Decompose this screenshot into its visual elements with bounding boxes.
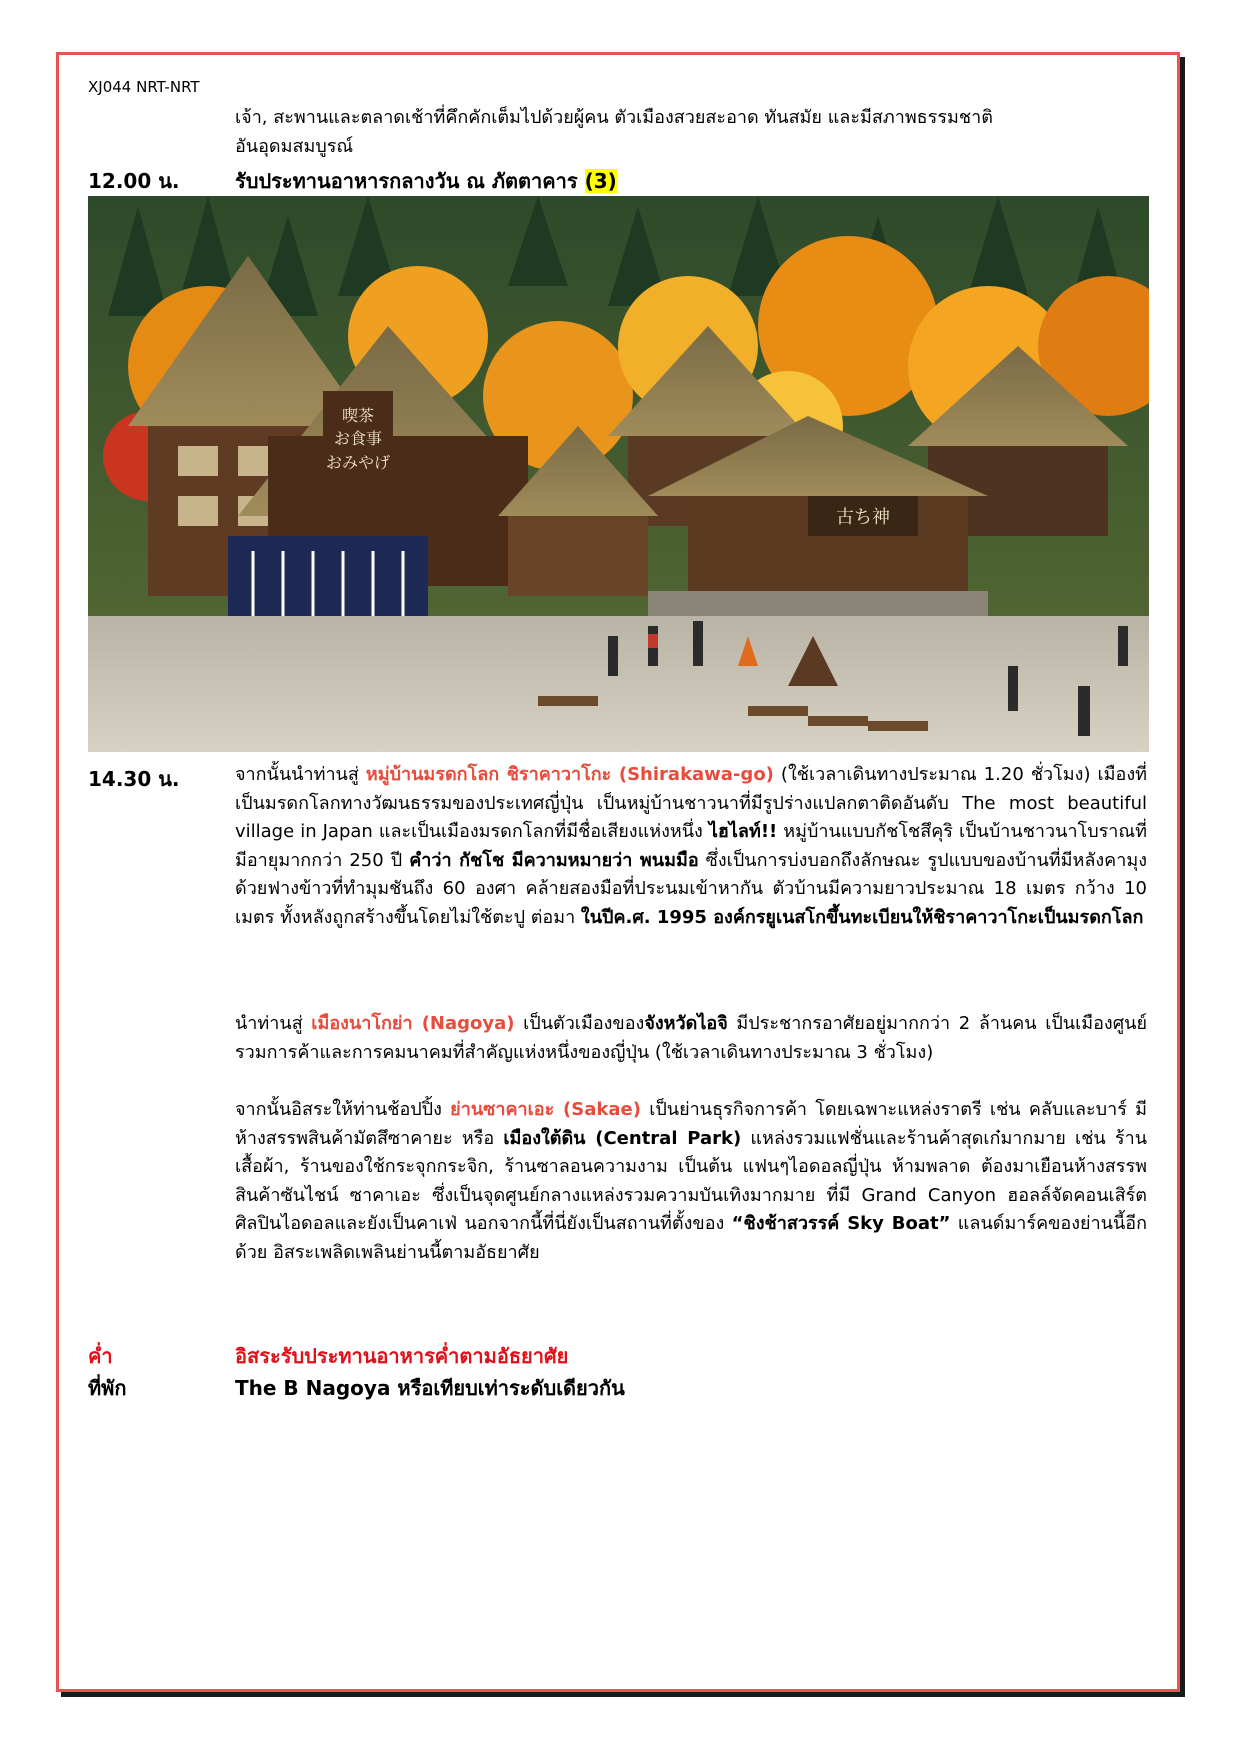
highlight-tag: ไฮไลท์!! [708,821,778,842]
nagoya-paragraph: นำท่านสู่ เมืองนาโกย่า (Nagoya) เป็นตัวเมืองของจังหวัดไอจิ มีประชากรอาศัยอยู่มากกว่า 2 ล้านคน เป็นเมืองศูนย์รวมการค้าและการคมนาคมที่สำคัญแห่งหนึ่งของญี่ปุ่น (ใช้เวลาเดินทางประมาณ 3 ชั่วโมง) [235,1013,1148,1063]
svg-text:お食事: お食事 [333,429,383,448]
lunch-line [235,165,617,197]
hotel-label: ที่พัก [88,1376,127,1400]
document-code: XJ044 NRT-NRT [88,78,200,96]
intro-text [235,104,1147,161]
dinner-text: อิสระรับประทานอาหารค่ำตามอัธยาศัย [235,1344,569,1368]
intro-line-2: อันอุดมสมบูรณ์ [235,135,354,157]
afternoon-time: 14.30 น. [88,767,180,791]
sign-teahouse: 喫茶 [341,406,375,425]
place-shirakawa-go: หมู่บ้านมรดกโลก ชิราคาวาโกะ (Shirakawa-go) [365,764,774,785]
place-nagoya: เมืองนาโกย่า (Nagoya) [311,1013,515,1034]
dinner-label: ค่ำ [88,1344,113,1368]
hotel-name: The B Nagoya [235,1376,391,1400]
place-sakae: ย่านซาคาเอะ (Sakae) [450,1099,641,1120]
sakae-paragraph: จากนั้นอิสระให้ท่านช้อปปิ้ง ย่านซาคาเอะ (Sakae) เป็นย่านธุรกิจการค้า โดยเฉพาะแหล่งราตรี เช่น คลับและบาร์ มีห้างสรรพสินค้ามัตสึซาคายะ หรือ เมืองใต้ดิน (Central Park) แหล่งรวมแฟชั่นและร้านค้าสุดเก๋มากมาย เช่น ร้านเสื้อผ้า, ร้านของใช้กระจุกกระจิก, ร้านซาลอนความงาม เป็นต้น แฟนๆไอดอลญี่ปุ่น ห้ามพลาด ต้องมาเยือนห้างสรรพสินค้าซันไชน์ ซาคาเอะ ซึ่งเป็นจุดศูนย์กลางแหล่งรวมความบันเทิงมากมาย ที่มี Grand Canyon ฮอลล์จัดคอนเสิร์ตศิลปินไอดอลและยังเป็นคาเฟ่ นอกจากนี้ที่นี่ยังเป็นสถานที่ตั้งของ “ชิงช้าสวรรค์ Sky Boat” แลนด์มาร์คของย่านนี้อีกด้วย อิสระเพลิดเพลินย่านนี้ตามอัธยาศัย [235,1099,1148,1263]
svg-text:古ち神: 古ち神 [836,507,890,528]
intro-line-1: เจ้า, สะพานและตลาดเช้าที่คึกคักเต็มไปด้วยผู้คน ตัวเมืองสวยสะอาด ทันสมัย และมีสภาพธรรมชาติ [235,107,993,128]
hotel-line: The B Nagoya หรือเทียบเท่าระดับเดียวกัน [235,1376,625,1400]
shirakawa-go-photo [88,196,1149,752]
shirakawa-paragraph: จากนั้นนำท่านสู่ หมู่บ้านมรดกโลก ชิราคาวาโกะ (Shirakawa-go) (ใช้เวลาเดินทางประมาณ 1.20 ชั่วโมง) เมืองที่เป็นมรดกโลกทางวัฒนธรรมของประเทศญี่ปุ่น เป็นหมู่บ้านชาวนาที่มีรูปร่างแปลกตาติดอันดับ The most beautiful village in Japan และเป็นเมืองมรดกโลกที่มีชื่อเสียงแห่งหนึ่ง ไฮไลท์!! หมู่บ้านแบบกัชโชสึคุริ เป็นบ้านชาวนาโบราณที่มีอายุมากกว่า 250 ปี คำว่า กัชโช มีความหมายว่า พนมมือ ซึ่งเป็นการบ่งบอกถึงลักษณะ รูปแบบของบ้านที่มีหลังคามุงด้วยฟางข้าวที่ทำมุมชันถึง 60 องศา คล้ายสองมือที่ประนมเข้าหากัน ตัวบ้านมีความยาวประมาณ 18 เมตร กว้าง 10 เมตร ทั้งหลังถูกสร้างขึ้นโดยไม่ใช้ตะปู ต่อมา ในปีค.ศ. 1995 องค์กรยูเนสโกขึ้นทะเบียนให้ชิราคาวาโกะเป็นมรดกโลก [235,764,1147,928]
svg-text:おみやげ: おみやげ [325,453,391,472]
lunch-time: 12.00 น. [88,169,180,193]
meal-number-badge: (3) [584,169,617,193]
lunch-text: รับประทานอาหารกลางวัน ณ ภัตตาคาร [235,169,578,193]
